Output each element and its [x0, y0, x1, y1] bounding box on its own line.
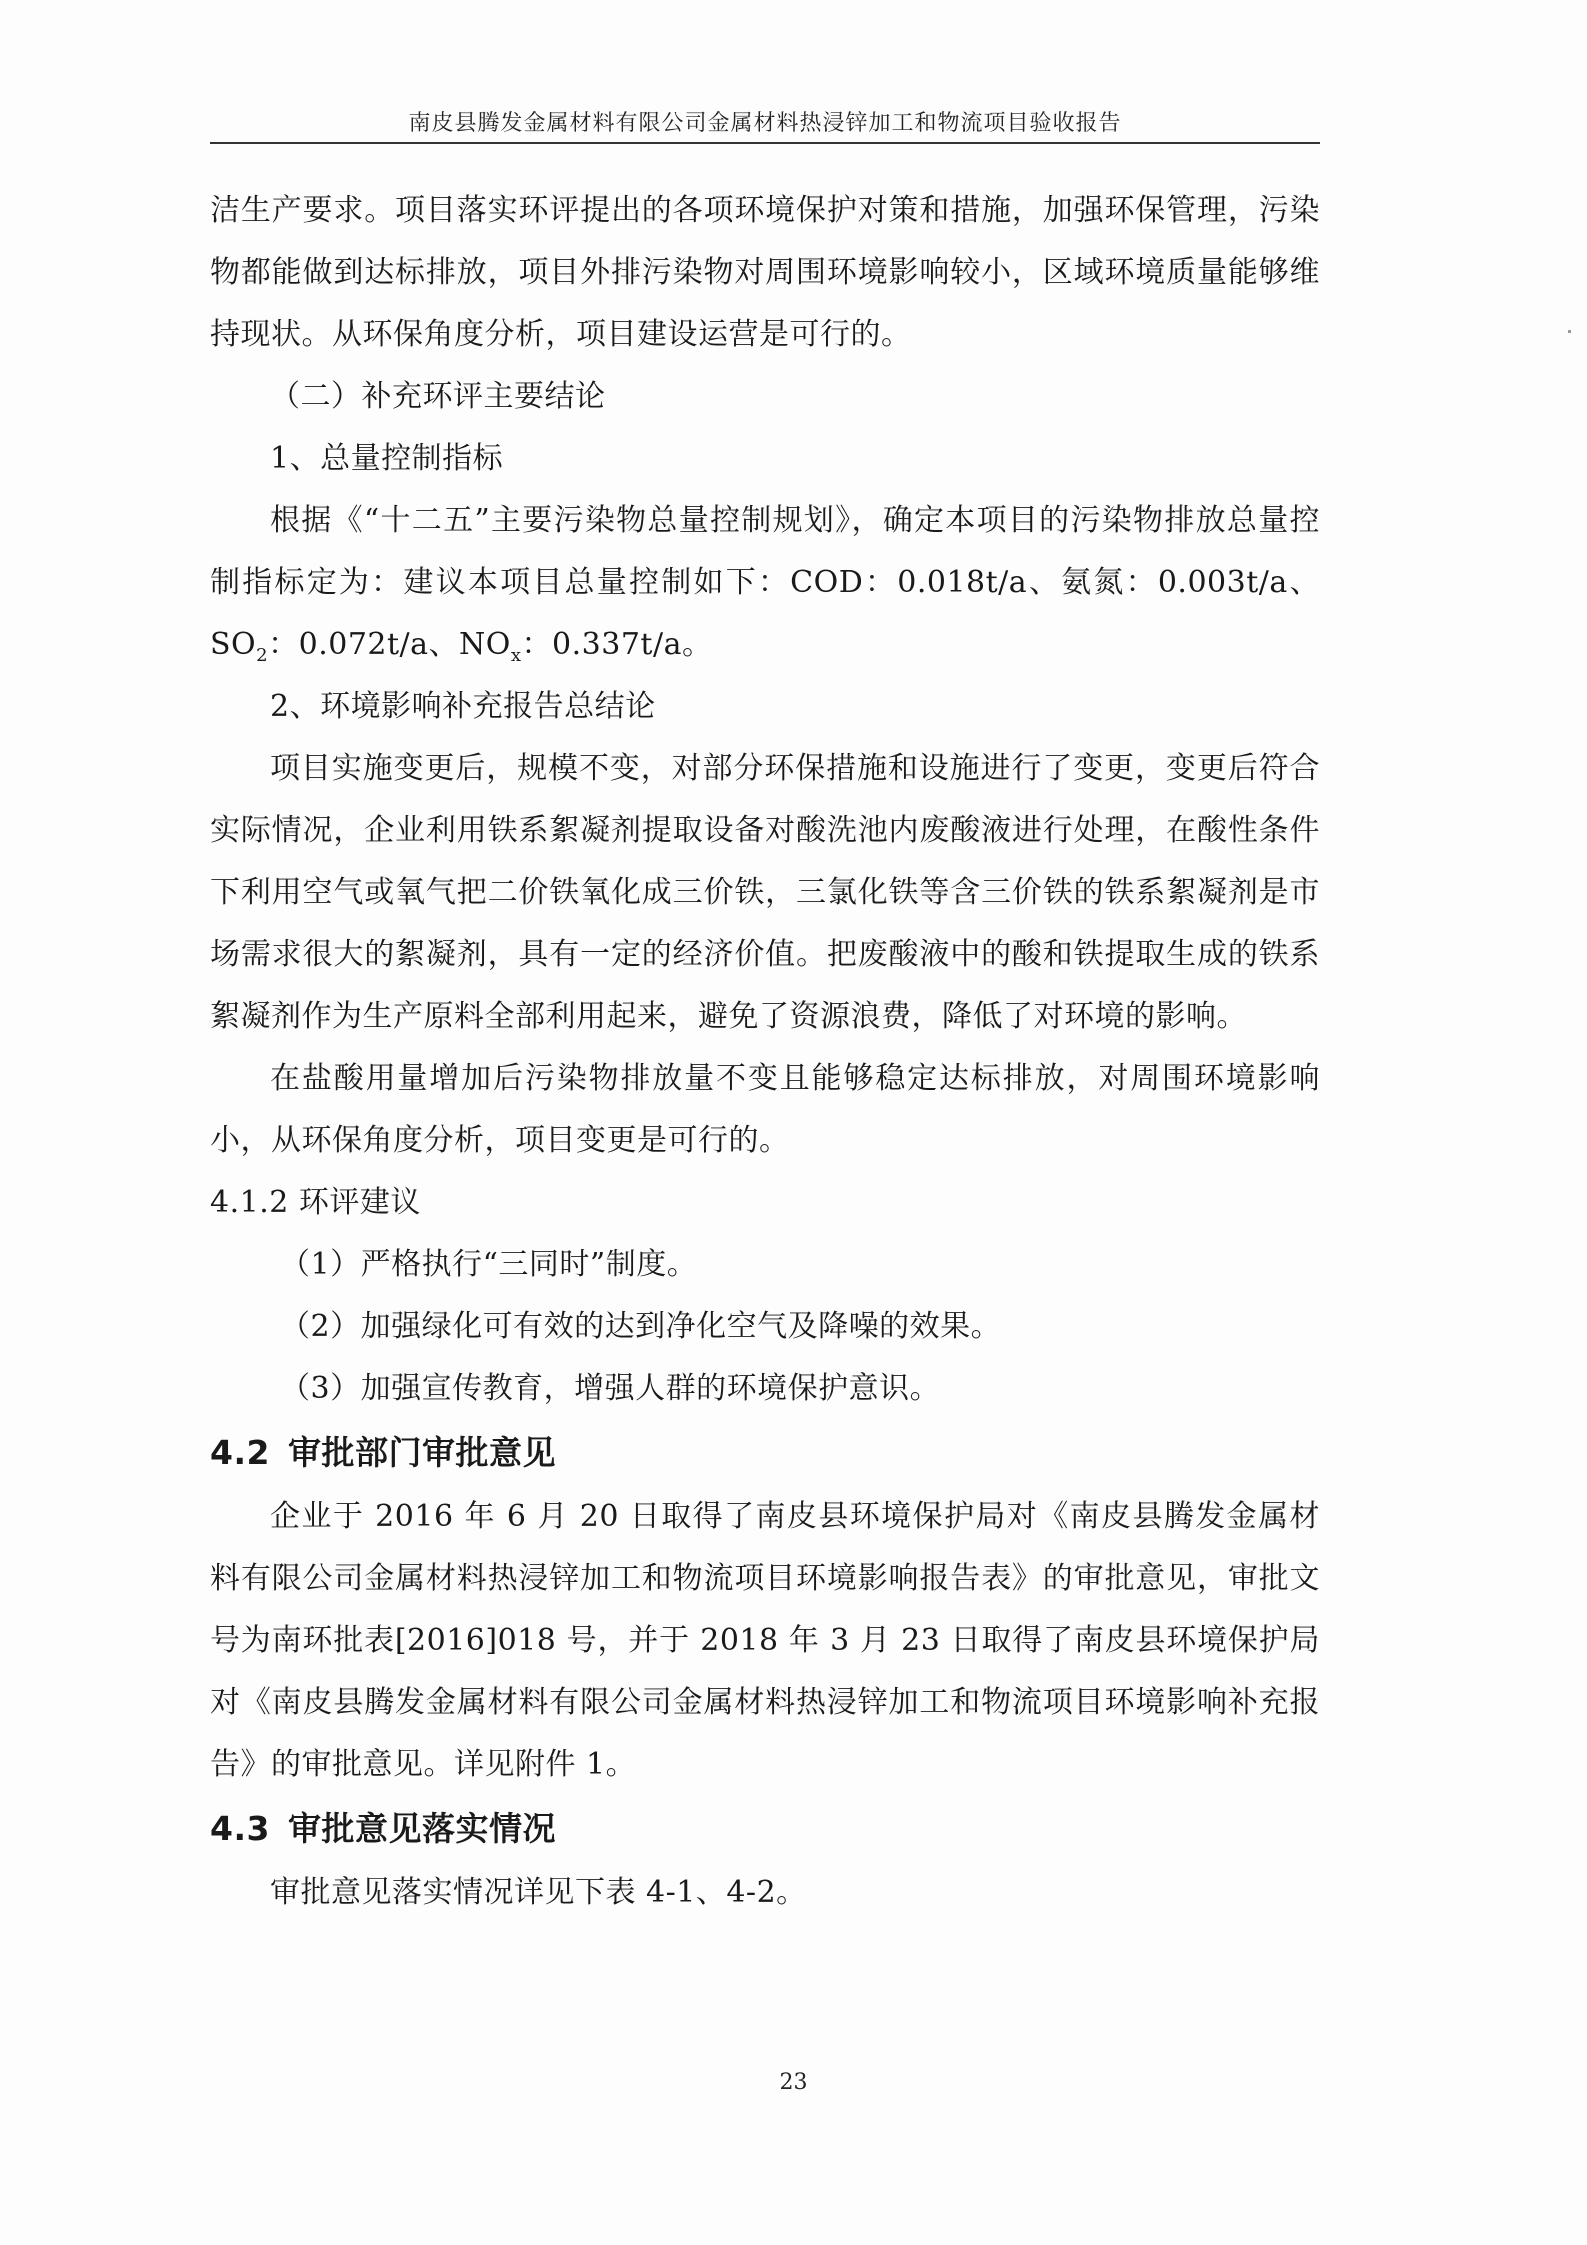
- total-control-text-b: ：0.072t/a、NO: [268, 627, 511, 662]
- heading-supplementary-report-conclusion: 2、环境影响补充报告总结论: [270, 689, 656, 724]
- heading-supplementary-conclusions: （二）补充环评主要结论: [270, 379, 606, 414]
- section-heading-4-3: [210, 1796, 1320, 1862]
- paragraph-approval: 企业于 2016 年 6 月 20 日取得了南皮县环境保护局对《南皮县腾发金属材料有限公司金属材料热浸锌加工和物流项目环境影响报告表》的审批意见，审批文号为南环批表[2016]018 号，并于 2018 年 3 月 23 日取得了南皮县环境保护局对《南皮县腾发金属材料有限公司金属材料热浸锌加工和物流项目环境影响补充报告》的审批意见。详见附件 1。: [210, 1499, 1320, 1782]
- header-divider: [210, 142, 1320, 144]
- paragraph-total-control: [210, 490, 1320, 676]
- section-title: 审批意见落实情况: [287, 1809, 556, 1848]
- total-control-text-a: 根据《“十二五”主要污染物总量控制规划》，确定本项目的污染物排放总量控制指标定为：建议本项目总量控制如下：COD：0.018t/a、氨氮：0.003t/a、SO: [210, 503, 1320, 662]
- paragraph-intro: 洁生产要求。项目落实环评提出的各项环境保护对策和措施，加强环保管理，污染物都能做到达标排放，项目外排污染物对周围环境影响较小，区域环境质量能够维持现状。从环保角度分析，项目建设运营是可行的。: [210, 193, 1320, 352]
- section-title: 审批部门审批意见: [287, 1433, 556, 1472]
- paragraph-implementation: 审批意见落实情况详见下表 4-1、4-2。: [270, 1875, 807, 1910]
- suggestion-item: （2）加强绿化可有效的达到净化空气及降噪的效果。: [280, 1309, 1002, 1344]
- heading-4-1-2: 4.1.2 环评建议: [210, 1185, 421, 1220]
- paragraph-acid-usage: 在盐酸用量增加后污染物排放量不变且能够稳定达标排放，对周围环境影响小，从环保角度分析，项目变更是可行的。: [210, 1061, 1320, 1158]
- total-control-text-c: ：0.337t/a。: [521, 627, 713, 662]
- suggestion-item: （1）严格执行“三同时”制度。: [280, 1247, 698, 1282]
- page-content: [210, 180, 1320, 1924]
- section-number: 4.3: [210, 1809, 270, 1848]
- so2-subscript: 2: [256, 645, 269, 666]
- nox-subscript: x: [510, 645, 522, 666]
- page-number: 23: [779, 2070, 808, 2095]
- section-heading-4-2: [210, 1420, 1320, 1486]
- paragraph-project-change: 项目实施变更后，规模不变，对部分环保措施和设施进行了变更，变更后符合实际情况，企业利用铁系絮凝剂提取设备对酸洗池内废酸液进行处理，在酸性条件下利用空气或氧气把二价铁氧化成三价铁，三氯化铁等含三价铁的铁系絮凝剂是市场需求很大的絮凝剂，具有一定的经济价值。把废酸液中的酸和铁提取生成的铁系絮凝剂作为生产原料全部利用起来，避免了资源浪费，降低了对环境的影响。: [210, 751, 1320, 1034]
- page-header: 南皮县腾发金属材料有限公司金属材料热浸锌加工和物流项目验收报告: [408, 111, 1122, 136]
- section-number: 4.2: [210, 1433, 270, 1472]
- scan-speck: [1568, 330, 1571, 333]
- suggestion-item: （3）加强宣传教育，增强人群的环境保护意识。: [280, 1371, 941, 1406]
- heading-total-control: 1、总量控制指标: [270, 441, 504, 476]
